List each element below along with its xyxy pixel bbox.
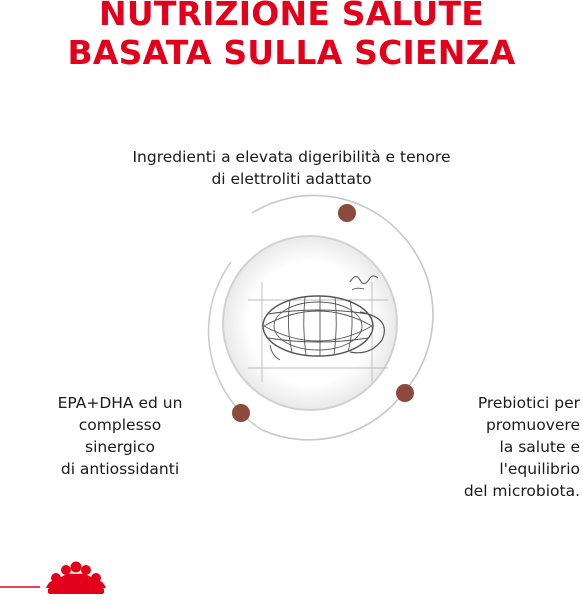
benefit-prebiotics (420, 392, 580, 502)
headline-line-2: BASATA SULLA SCIENZA (67, 33, 516, 72)
benefit-antioxidants (30, 392, 210, 480)
dot-top (338, 204, 356, 222)
benefit-digestibility-line-2: di elettroliti adattato (211, 170, 372, 188)
benefit-antioxidants-line-4: di antiossidanti (60, 460, 180, 478)
benefit-prebiotics-line-3: la salute e (499, 438, 580, 456)
inner-ring (223, 236, 397, 410)
benefit-antioxidants-line-3: sinergico (85, 438, 155, 456)
benefit-antioxidants-line-2: complesso (78, 416, 162, 434)
benefit-prebiotics-line-5: del microbiota. (463, 482, 580, 500)
footer-brand-bar (0, 560, 583, 600)
dot-right (396, 384, 414, 402)
headline-line-1: NUTRIZIONE SALUTE (99, 0, 484, 33)
benefit-prebiotics-line-4: l'equilibrio (499, 460, 580, 478)
benefit-antioxidants-line-1: EPA+DHA ed un (57, 394, 183, 412)
benefit-prebiotics-line-1: Prebiotici per (477, 394, 580, 412)
benefit-digestibility-line-1: Ingredienti a elevata digeribilità e tenore (132, 148, 451, 166)
dot-left (232, 404, 250, 422)
benefit-prebiotics-line-2: promuovere (485, 416, 580, 434)
royal-canin-crown-icon (46, 562, 106, 595)
